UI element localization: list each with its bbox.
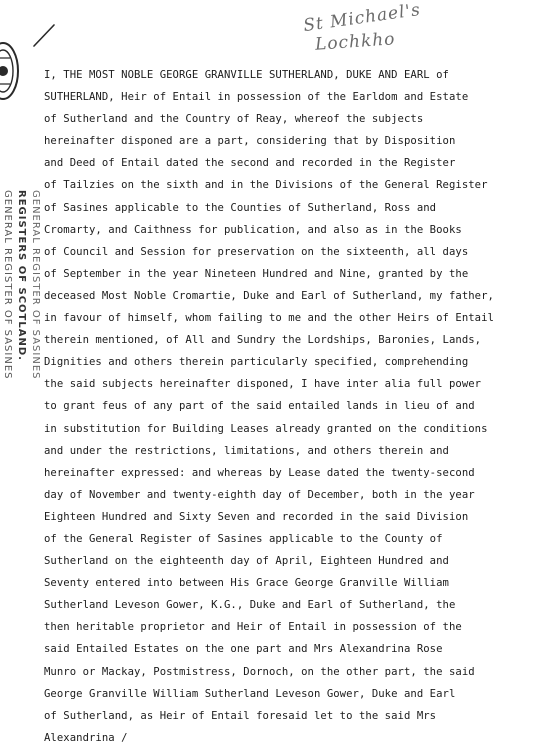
text-line-22: of the General Register of Sasines applicable to the County of [44, 532, 443, 545]
handwritten-annotation [285, 0, 435, 62]
text-line-20: day of November and twenty-eighth day of December, both in the year [44, 488, 475, 501]
text-line-7: of Sasines applicable to the Counties of Sutherland, Ross and [44, 201, 437, 214]
text-line-9: of Council and Session for preservation on the sixteenth, all days [44, 245, 469, 258]
text-line-10: of September in the year Nineteen Hundred and Nine, granted by the [44, 267, 469, 280]
registers-stamp [0, 190, 44, 380]
text-line-24: Seventy entered into between His Grace George Granville William [44, 577, 449, 590]
text-line-13: therein mentioned, of All and Sundry the Lordships, Baronies, Lands, [44, 334, 482, 347]
annotation-line-1: St Michael's [302, 0, 423, 37]
text-line-18: and under the restrictions, limitations, and others therein and [44, 444, 449, 457]
annotation-line-2: Lochkho [314, 29, 397, 55]
text-line-16: to grant feus of any part of the said entailed lands in lieu of and [44, 400, 475, 413]
text-line-23: Sutherland on the eighteenth day of April, Eighteen Hundred and [44, 555, 449, 568]
text-line-12: in favour of himself, whom failing to me and the other Heirs of Entail [44, 312, 494, 325]
text-line-30: of Sutherland, as Heir of Entail foresaid let to the said Mrs [44, 709, 437, 722]
text-line-26: then heritable proprietor and Heir of Entail in possession of the [44, 621, 462, 634]
text-line-25: Sutherland Leveson Gower, K.G., Duke and Earl of Sutherland, the [44, 599, 456, 612]
text-line-1: I, THE MOST NOBLE GEORGE GRANVILLE SUTHERLAND, DUKE AND EARL of [44, 69, 449, 81]
text-line-14: Dignities and others therein particularly specified, comprehending [44, 356, 469, 369]
text-line-6: of Tailzies on the sixth and in the Divisions of the General Register [44, 179, 488, 192]
text-line-11: deceased Most Noble Cromartie, Duke and Earl of Sutherland, my father, [44, 289, 494, 302]
text-line-4: hereinafter disponed are a part, considering that by Disposition [44, 135, 456, 148]
text-line-27: said Entailed Estates on the one part and Mrs Alexandrina Rose [44, 643, 443, 656]
text-line-2: SUTHERLAND, Heir of Entail in possession of the Earldom and Estate [44, 91, 469, 104]
text-line-31: Alexandrina / [44, 731, 128, 744]
text-line-3: of Sutherland and the Country of Reay, whereof the subjects [44, 113, 424, 126]
text-line-8: Cromarty, and Caithness for publication, and also as in the Books [44, 223, 462, 236]
text-line-17: in substitution for Building Leases already granted on the conditions [44, 422, 488, 435]
deed-text [44, 64, 526, 749]
registry-seal-icon [0, 40, 20, 102]
pen-stroke-mark [32, 22, 58, 48]
text-line-19: hereinafter expressed: and whereas by Lease dated the twenty-second [44, 466, 475, 479]
text-line-28: Munro or Mackay, Postmistress, Dornoch, on the other part, the said [44, 665, 475, 678]
stamp-line-3: GENERAL REGISTER OF SASINES [30, 190, 41, 380]
text-line-5: and Deed of Entail dated the second and recorded in the Register [44, 157, 456, 170]
text-line-21: Eighteen Hundred and Sixty Seven and recorded in the said Division [44, 510, 469, 523]
text-line-15: the said subjects hereinafter disponed, I have inter alia full power [44, 378, 482, 391]
stamp-line-2: REGISTERS OF SCOTLAND. [16, 190, 27, 361]
stamp-line-1: GENERAL REGISTER OF SASINES [2, 190, 13, 380]
text-line-29: George Granville William Sutherland Leveson Gower, Duke and Earl [44, 687, 456, 700]
